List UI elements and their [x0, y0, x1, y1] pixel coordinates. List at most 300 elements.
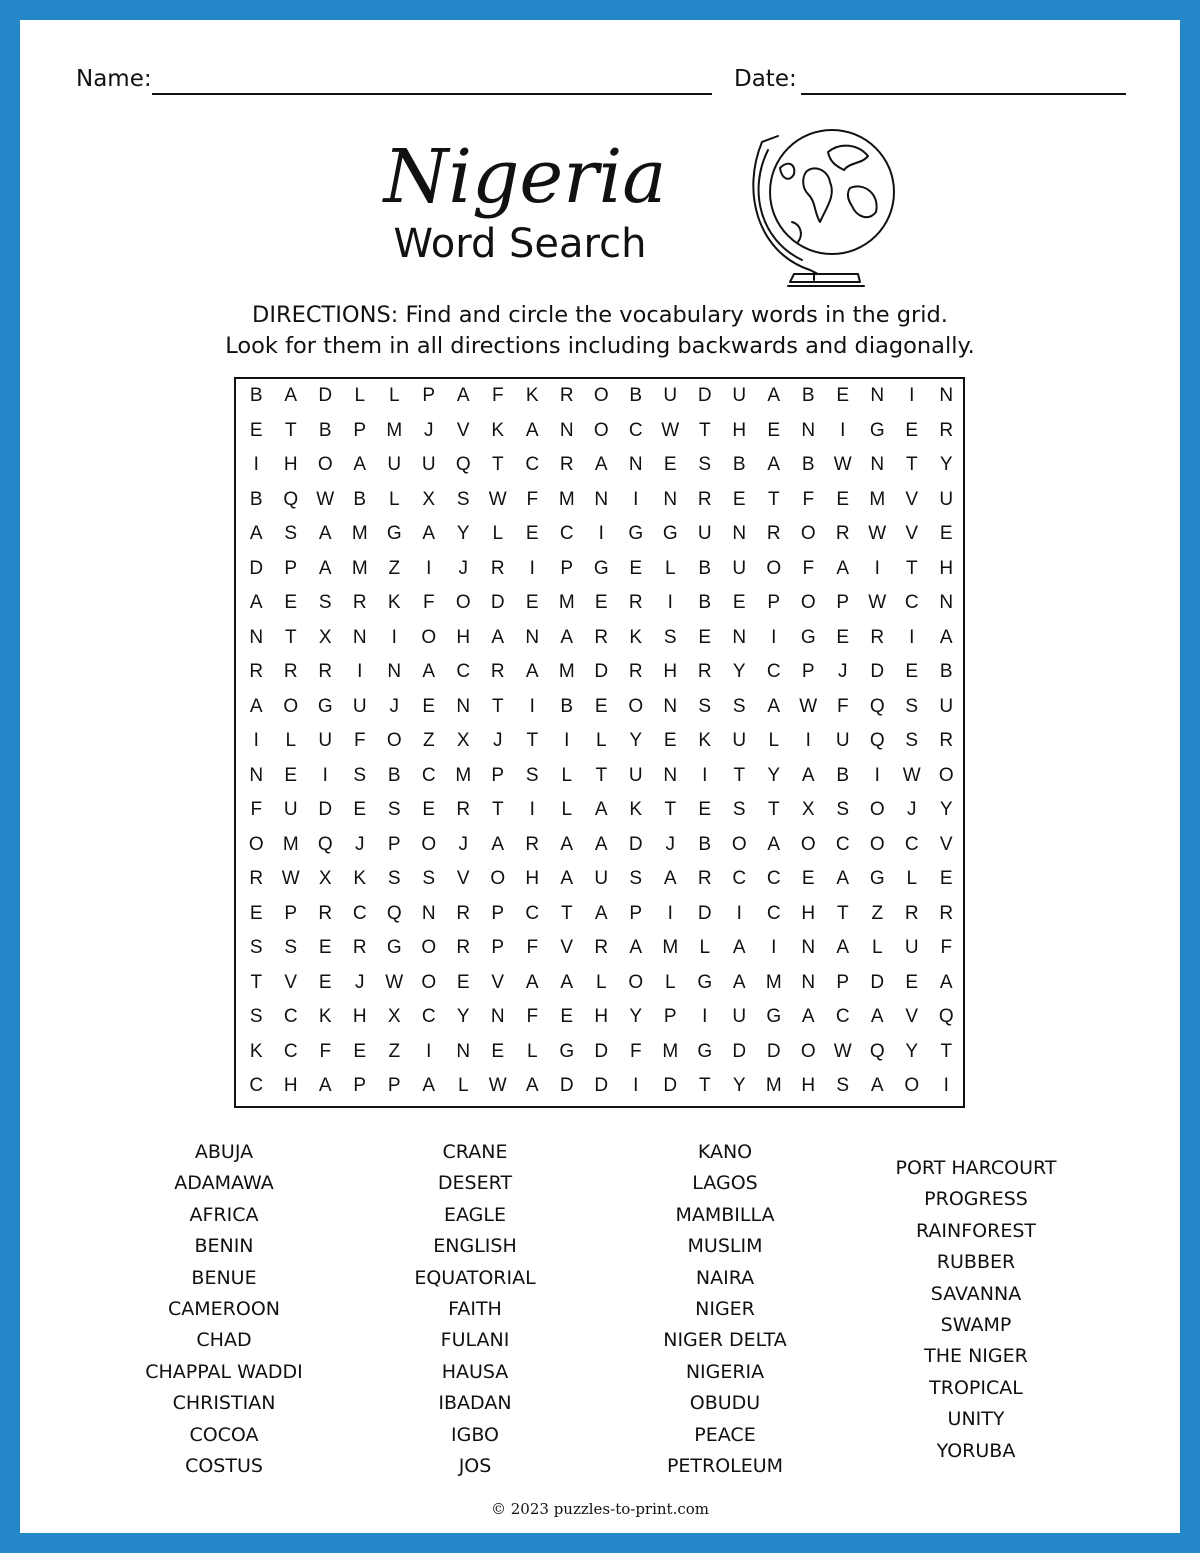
grid-letter[interactable]: A [353, 454, 367, 476]
grid-letter[interactable]: C [352, 902, 367, 924]
grid-letter[interactable]: E [560, 1006, 574, 1028]
grid-letter[interactable]: T [491, 799, 504, 821]
grid-letter[interactable]: Q [455, 454, 471, 476]
grid-letter[interactable]: E [836, 385, 850, 407]
grid-letter[interactable]: O [283, 695, 299, 717]
grid-letter[interactable]: D [870, 661, 885, 683]
grid-letter[interactable]: S [836, 799, 850, 821]
grid-letter[interactable]: B [629, 385, 643, 407]
grid-letter[interactable]: G [593, 557, 609, 579]
grid-letter[interactable]: A [422, 661, 436, 683]
grid-letter[interactable]: W [833, 454, 852, 476]
grid-letter[interactable]: F [250, 799, 263, 821]
grid-letter[interactable]: T [767, 488, 780, 510]
grid-letter[interactable]: A [249, 695, 263, 717]
grid-letter[interactable]: C [525, 454, 540, 476]
grid-letter[interactable]: Q [869, 1040, 885, 1062]
grid-letter[interactable]: I [667, 902, 673, 924]
grid-letter[interactable]: E [836, 488, 850, 510]
grid-letter[interactable]: F [319, 1040, 332, 1062]
grid-letter[interactable]: E [801, 868, 815, 890]
grid-letter[interactable]: B [732, 454, 746, 476]
grid-letter[interactable]: O [421, 971, 437, 993]
grid-letter[interactable]: I [529, 799, 535, 821]
grid-letter[interactable]: B [560, 695, 574, 717]
grid-letter[interactable]: B [318, 419, 332, 441]
grid-letter[interactable]: S [353, 764, 367, 786]
grid-letter[interactable]: I [426, 557, 432, 579]
grid-letter[interactable]: A [560, 833, 574, 855]
grid-letter[interactable]: O [421, 937, 437, 959]
grid-letter[interactable]: B [249, 488, 263, 510]
grid-letter[interactable]: E [353, 1040, 367, 1062]
grid-letter[interactable]: R [352, 937, 367, 959]
grid-letter[interactable]: N [490, 1006, 505, 1028]
grid-letter[interactable]: O [938, 764, 954, 786]
grid-letter[interactable]: L [457, 1075, 469, 1097]
grid-letter[interactable]: F [526, 488, 539, 510]
grid-letter[interactable]: V [905, 1006, 919, 1028]
grid-letter[interactable]: F [526, 937, 539, 959]
grid-letter[interactable]: J [838, 661, 848, 683]
grid-letter[interactable]: F [802, 488, 815, 510]
grid-letter[interactable]: A [939, 626, 953, 648]
grid-letter[interactable]: T [526, 730, 539, 752]
grid-letter[interactable]: F [940, 937, 953, 959]
grid-letter[interactable]: U [663, 385, 678, 407]
grid-letter[interactable]: D [732, 1040, 747, 1062]
grid-letter[interactable]: S [629, 868, 643, 890]
grid-letter[interactable]: R [870, 626, 885, 648]
grid-letter[interactable]: G [662, 523, 678, 545]
grid-letter[interactable]: F [491, 385, 504, 407]
grid-letter[interactable]: N [732, 626, 747, 648]
grid-letter[interactable]: N [801, 937, 816, 959]
grid-letter[interactable]: E [353, 799, 367, 821]
grid-letter[interactable]: R [835, 523, 850, 545]
grid-letter[interactable]: E [663, 454, 677, 476]
grid-letter[interactable]: P [560, 557, 574, 579]
grid-letter[interactable]: X [318, 626, 332, 648]
grid-letter[interactable]: E [629, 557, 643, 579]
grid-letter[interactable]: E [732, 592, 746, 614]
grid-letter[interactable]: C [283, 1040, 298, 1062]
grid-letter[interactable]: A [456, 385, 470, 407]
grid-letter[interactable]: L [768, 730, 780, 752]
grid-letter[interactable]: A [422, 523, 436, 545]
grid-letter[interactable]: L [664, 971, 676, 993]
grid-letter[interactable]: Q [869, 730, 885, 752]
grid-letter[interactable]: Q [869, 695, 885, 717]
grid-letter[interactable]: T [733, 764, 746, 786]
grid-letter[interactable]: A [525, 971, 539, 993]
grid-letter[interactable]: R [490, 557, 505, 579]
grid-letter[interactable]: I [253, 454, 259, 476]
grid-letter[interactable]: U [939, 488, 954, 510]
grid-letter[interactable]: I [322, 764, 328, 786]
grid-letter[interactable]: E [525, 592, 539, 614]
grid-letter[interactable]: C [732, 868, 747, 890]
grid-letter[interactable]: W [833, 1040, 852, 1062]
grid-letter[interactable]: R [697, 868, 712, 890]
grid-letter[interactable]: S [905, 730, 919, 752]
grid-letter[interactable]: R [456, 937, 471, 959]
grid-letter[interactable]: I [564, 730, 570, 752]
grid-letter[interactable]: A [732, 937, 746, 959]
grid-letter[interactable]: R [697, 488, 712, 510]
grid-letter[interactable]: S [422, 868, 436, 890]
grid-letter[interactable]: Q [386, 902, 402, 924]
grid-letter[interactable]: E [422, 695, 436, 717]
grid-letter[interactable]: T [491, 454, 504, 476]
grid-letter[interactable]: I [426, 1040, 432, 1062]
grid-letter[interactable]: D [766, 1040, 781, 1062]
grid-letter[interactable]: D [594, 1040, 609, 1062]
grid-letter[interactable]: F [422, 592, 435, 614]
grid-letter[interactable]: S [318, 592, 332, 614]
grid-letter[interactable]: W [868, 592, 887, 614]
grid-letter[interactable]: I [771, 937, 777, 959]
grid-letter[interactable]: X [422, 488, 436, 510]
grid-letter[interactable]: A [594, 454, 608, 476]
grid-letter[interactable]: A [629, 937, 643, 959]
grid-letter[interactable]: C [904, 592, 919, 614]
grid-letter[interactable]: S [732, 695, 746, 717]
grid-letter[interactable]: X [387, 1006, 401, 1028]
grid-letter[interactable]: J [389, 695, 399, 717]
grid-letter[interactable]: K [525, 385, 539, 407]
grid-letter[interactable]: U [835, 730, 850, 752]
grid-letter[interactable]: M [386, 419, 403, 441]
grid-letter[interactable]: U [697, 523, 712, 545]
grid-letter[interactable]: C [835, 833, 850, 855]
grid-letter[interactable]: Y [905, 1040, 919, 1062]
grid-letter[interactable]: A [663, 868, 677, 890]
grid-letter[interactable]: D [697, 902, 712, 924]
grid-letter[interactable]: I [840, 419, 846, 441]
grid-letter[interactable]: N [352, 626, 367, 648]
grid-letter[interactable]: R [249, 868, 264, 890]
date-field-line[interactable] [801, 93, 1126, 95]
grid-letter[interactable]: N [801, 971, 816, 993]
grid-letter[interactable]: Z [422, 730, 435, 752]
grid-letter[interactable]: G [800, 626, 816, 648]
grid-letter[interactable]: A [249, 523, 263, 545]
grid-letter[interactable]: R [318, 661, 333, 683]
grid-letter[interactable]: P [353, 419, 367, 441]
grid-letter[interactable]: S [698, 454, 712, 476]
grid-letter[interactable]: R [525, 833, 540, 855]
grid-letter[interactable]: S [249, 937, 263, 959]
grid-letter[interactable]: P [836, 971, 850, 993]
grid-letter[interactable]: N [870, 385, 885, 407]
grid-letter[interactable]: N [249, 764, 264, 786]
grid-letter[interactable]: N [559, 419, 574, 441]
grid-letter[interactable]: E [318, 937, 332, 959]
grid-letter[interactable]: B [801, 454, 815, 476]
grid-letter[interactable]: Z [388, 1040, 401, 1062]
grid-letter[interactable]: W [488, 1075, 507, 1097]
grid-letter[interactable]: R [490, 661, 505, 683]
grid-letter[interactable]: Y [767, 764, 781, 786]
grid-letter[interactable]: E [456, 971, 470, 993]
grid-letter[interactable]: A [249, 592, 263, 614]
grid-letter[interactable]: H [525, 868, 540, 890]
grid-letter[interactable]: T [595, 764, 608, 786]
grid-letter[interactable]: A [525, 661, 539, 683]
grid-letter[interactable]: N [870, 454, 885, 476]
grid-letter[interactable]: C [559, 523, 574, 545]
grid-letter[interactable]: A [491, 626, 505, 648]
grid-letter[interactable]: N [249, 626, 264, 648]
grid-letter[interactable]: F [836, 695, 849, 717]
grid-letter[interactable]: U [732, 1006, 747, 1028]
grid-letter[interactable]: U [628, 764, 643, 786]
grid-letter[interactable]: H [352, 1006, 367, 1028]
grid-letter[interactable]: I [874, 557, 880, 579]
grid-letter[interactable]: T [250, 971, 263, 993]
grid-letter[interactable]: O [455, 592, 471, 614]
grid-letter[interactable]: U [732, 557, 747, 579]
grid-letter[interactable]: I [736, 902, 742, 924]
grid-letter[interactable]: F [353, 730, 366, 752]
grid-letter[interactable]: L [595, 971, 607, 993]
grid-letter[interactable]: H [283, 1075, 298, 1097]
grid-letter[interactable]: A [870, 1006, 884, 1028]
grid-letter[interactable]: C [766, 868, 781, 890]
grid-letter[interactable]: Y [629, 1006, 643, 1028]
grid-letter[interactable]: G [559, 1040, 575, 1062]
grid-letter[interactable]: N [628, 454, 643, 476]
grid-letter[interactable]: H [456, 626, 471, 648]
grid-letter[interactable]: B [387, 764, 401, 786]
grid-letter[interactable]: A [594, 833, 608, 855]
grid-letter[interactable]: B [698, 592, 712, 614]
grid-letter[interactable]: C [766, 902, 781, 924]
grid-letter[interactable]: L [906, 868, 918, 890]
grid-letter[interactable]: R [697, 661, 712, 683]
grid-letter[interactable]: O [800, 1040, 816, 1062]
grid-letter[interactable]: Z [871, 902, 884, 924]
grid-letter[interactable]: P [663, 1006, 677, 1028]
grid-letter[interactable]: S [905, 695, 919, 717]
grid-letter[interactable]: I [805, 730, 811, 752]
grid-letter[interactable]: O [800, 592, 816, 614]
name-field-line[interactable] [152, 93, 712, 95]
grid-letter[interactable]: I [667, 592, 673, 614]
grid-letter[interactable]: M [662, 1040, 679, 1062]
grid-letter[interactable]: J [424, 419, 434, 441]
grid-letter[interactable]: D [318, 799, 333, 821]
grid-letter[interactable]: P [801, 661, 815, 683]
grid-letter[interactable]: X [318, 868, 332, 890]
grid-letter[interactable]: V [905, 488, 919, 510]
grid-letter[interactable]: K [698, 730, 712, 752]
grid-letter[interactable]: N [732, 523, 747, 545]
grid-letter[interactable]: J [458, 833, 468, 855]
grid-letter[interactable]: R [456, 902, 471, 924]
grid-letter[interactable]: O [766, 557, 782, 579]
grid-letter[interactable]: V [560, 937, 574, 959]
grid-letter[interactable]: A [525, 1075, 539, 1097]
grid-letter[interactable]: I [874, 764, 880, 786]
grid-letter[interactable]: P [422, 385, 436, 407]
grid-letter[interactable]: A [525, 419, 539, 441]
grid-letter[interactable]: W [902, 764, 921, 786]
grid-letter[interactable]: P [629, 902, 643, 924]
grid-letter[interactable]: D [559, 1075, 574, 1097]
grid-letter[interactable]: L [354, 385, 366, 407]
grid-letter[interactable]: T [698, 1075, 711, 1097]
grid-letter[interactable]: S [525, 764, 539, 786]
grid-letter[interactable]: O [386, 730, 402, 752]
grid-letter[interactable]: D [594, 1075, 609, 1097]
grid-letter[interactable]: R [318, 902, 333, 924]
grid-letter[interactable]: S [456, 488, 470, 510]
grid-letter[interactable]: A [560, 971, 574, 993]
grid-letter[interactable]: A [767, 833, 781, 855]
grid-letter[interactable]: J [493, 730, 503, 752]
grid-letter[interactable]: P [353, 1075, 367, 1097]
grid-letter[interactable]: K [491, 419, 505, 441]
grid-letter[interactable]: B [698, 557, 712, 579]
grid-letter[interactable]: E [525, 523, 539, 545]
grid-letter[interactable]: L [526, 1040, 538, 1062]
grid-letter[interactable]: E [939, 523, 953, 545]
grid-letter[interactable]: P [387, 833, 401, 855]
grid-letter[interactable]: G [386, 937, 402, 959]
grid-letter[interactable]: M [662, 937, 679, 959]
grid-letter[interactable]: Y [732, 661, 746, 683]
grid-letter[interactable]: S [663, 626, 677, 648]
grid-letter[interactable]: M [765, 1075, 782, 1097]
grid-letter[interactable]: S [284, 523, 298, 545]
grid-letter[interactable]: U [732, 385, 747, 407]
grid-letter[interactable]: W [385, 971, 404, 993]
grid-letter[interactable]: N [663, 488, 678, 510]
grid-letter[interactable]: M [558, 488, 575, 510]
grid-letter[interactable]: D [594, 661, 609, 683]
grid-letter[interactable]: W [281, 868, 300, 890]
grid-letter[interactable]: A [560, 868, 574, 890]
grid-letter[interactable]: C [283, 1006, 298, 1028]
grid-letter[interactable]: K [353, 868, 367, 890]
grid-letter[interactable]: A [560, 626, 574, 648]
grid-letter[interactable]: E [732, 488, 746, 510]
grid-letter[interactable]: V [456, 419, 470, 441]
grid-letter[interactable]: O [421, 626, 437, 648]
grid-letter[interactable]: T [767, 799, 780, 821]
grid-letter[interactable]: G [697, 1040, 713, 1062]
grid-letter[interactable]: S [836, 1075, 850, 1097]
grid-letter[interactable]: T [698, 419, 711, 441]
grid-letter[interactable]: P [387, 1075, 401, 1097]
grid-letter[interactable]: W [868, 523, 887, 545]
grid-letter[interactable]: D [249, 557, 264, 579]
grid-letter[interactable]: C [628, 419, 643, 441]
grid-letter[interactable]: E [318, 971, 332, 993]
grid-letter[interactable]: C [904, 833, 919, 855]
grid-letter[interactable]: L [561, 799, 573, 821]
grid-letter[interactable]: P [491, 937, 505, 959]
grid-letter[interactable]: R [456, 799, 471, 821]
grid-letter[interactable]: P [836, 592, 850, 614]
grid-letter[interactable]: S [387, 799, 401, 821]
grid-letter[interactable]: H [732, 419, 747, 441]
grid-letter[interactable]: L [595, 730, 607, 752]
grid-letter[interactable]: N [387, 661, 402, 683]
grid-letter[interactable]: O [593, 419, 609, 441]
grid-letter[interactable]: I [943, 1075, 949, 1097]
grid-letter[interactable]: L [664, 557, 676, 579]
grid-letter[interactable]: O [869, 833, 885, 855]
grid-letter[interactable]: U [904, 937, 919, 959]
grid-letter[interactable]: L [871, 937, 883, 959]
grid-letter[interactable]: S [284, 937, 298, 959]
grid-letter[interactable]: Y [456, 1006, 470, 1028]
grid-letter[interactable]: B [939, 661, 953, 683]
grid-letter[interactable]: I [357, 661, 363, 683]
grid-letter[interactable]: T [560, 902, 573, 924]
grid-letter[interactable]: E [249, 902, 263, 924]
grid-letter[interactable]: S [698, 695, 712, 717]
grid-letter[interactable]: A [318, 557, 332, 579]
grid-letter[interactable]: I [598, 523, 604, 545]
grid-letter[interactable]: G [628, 523, 644, 545]
grid-letter[interactable]: C [525, 902, 540, 924]
grid-letter[interactable]: O [628, 695, 644, 717]
grid-letter[interactable]: J [355, 833, 365, 855]
grid-letter[interactable]: M [558, 592, 575, 614]
grid-letter[interactable]: A [318, 1075, 332, 1097]
grid-letter[interactable]: X [801, 799, 815, 821]
grid-letter[interactable]: M [351, 557, 368, 579]
grid-letter[interactable]: T [905, 557, 918, 579]
grid-letter[interactable]: R [594, 937, 609, 959]
grid-letter[interactable]: O [248, 833, 264, 855]
grid-letter[interactable]: A [594, 799, 608, 821]
grid-letter[interactable]: L [561, 764, 573, 786]
grid-letter[interactable]: J [665, 833, 675, 855]
grid-letter[interactable]: N [421, 902, 436, 924]
grid-letter[interactable]: R [939, 419, 954, 441]
grid-letter[interactable]: P [284, 557, 298, 579]
grid-letter[interactable]: X [456, 730, 470, 752]
grid-letter[interactable]: I [771, 626, 777, 648]
grid-letter[interactable]: R [283, 661, 298, 683]
grid-letter[interactable]: U [732, 730, 747, 752]
grid-letter[interactable]: E [767, 419, 781, 441]
grid-letter[interactable]: I [633, 1075, 639, 1097]
grid-letter[interactable]: D [697, 385, 712, 407]
grid-letter[interactable]: G [386, 523, 402, 545]
grid-letter[interactable]: N [456, 695, 471, 717]
grid-letter[interactable]: A [491, 833, 505, 855]
grid-letter[interactable]: H [663, 661, 678, 683]
grid-letter[interactable]: A [836, 868, 850, 890]
grid-letter[interactable]: K [629, 799, 643, 821]
grid-letter[interactable]: C [249, 1075, 264, 1097]
grid-letter[interactable]: E [422, 799, 436, 821]
grid-letter[interactable]: E [905, 661, 919, 683]
grid-letter[interactable]: A [318, 523, 332, 545]
grid-letter[interactable]: I [909, 626, 915, 648]
grid-letter[interactable]: R [628, 592, 643, 614]
grid-letter[interactable]: A [801, 1006, 815, 1028]
grid-letter[interactable]: J [458, 557, 468, 579]
grid-letter[interactable]: O [490, 868, 506, 890]
grid-letter[interactable]: A [594, 902, 608, 924]
